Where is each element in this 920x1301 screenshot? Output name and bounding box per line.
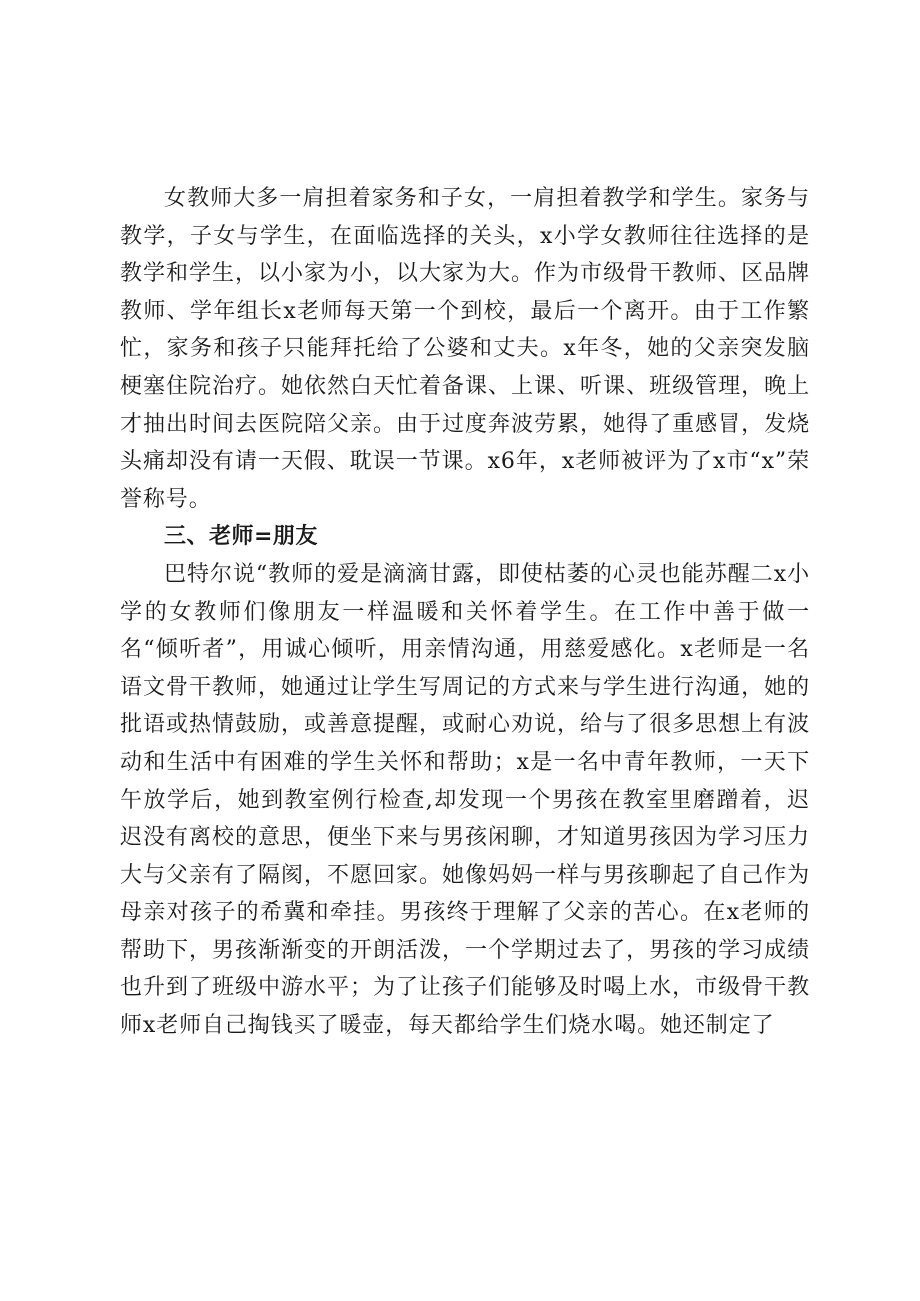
section-heading-teacher-friend: 三、老师=朋友 (164, 524, 318, 550)
paragraph-female-teachers-duty: 女教师大多一肩担着家务和子女，一肩担着教学和学生。家务与教学，子女与学生，在面临选择的关头，x小学女教师往往选择的是教学和学生，以小家为小，以大家为大。作为市级骨干教师、区品牌教师、学年组长x老师每天第一个到校，最后一个离开。由于工作繁忙，家务和孩子只能拜托给了公婆和丈夫。x年冬，她的父亲突发脑梗塞住院治疗。她依然白天忙着备课、上课、听课、班级管理，晚上才抽出时间去医院陪父亲。由于过度奔波劳累，她得了重感冒，发烧头痛却没有请一天假、耽误一节课。x6年，x老师被评为了x市“x”荣誉称号。 (120, 186, 810, 512)
paragraph-teachers-as-friends: 巴特尔说“教师的爱是滴滴甘露，即使枯萎的心灵也能苏醒二x小学的女教师们像朋友一样温暖和关怀着学生。在工作中善于做一名“倾听者”，用诚心倾听，用亲情沟通，用慈爱感化。x老师是一名语文骨干教师，她通过让学生写周记的方式来与学生进行沟通，她的批语或热情鼓励，或善意提醒，或耐心劝说，给与了很多思想上有波动和生活中有困难的学生关怀和帮助；x是一名中青年教师，一天下午放学后，她到教室例行检查,却发现一个男孩在教室里磨蹭着，迟迟没有离校的意思，便坐下来与男孩闲聊，才知道男孩因为学习压力大与父亲有了隔阂，不愿回家。她像妈妈一样与男孩聊起了自己作为母亲对孩子的希冀和牵挂。男孩终于理解了父亲的苦心。在x老师的帮助下，男孩渐渐变的开朗活泼，一个学期过去了，男孩的学习成绩也升到了班级中游水平；为了让孩子们能够及时喝上水，市级骨干教师x老师自己掏钱买了暖壶，每天都给学生们烧水喝。她还制定了 (120, 561, 810, 1039)
document-body (120, 180, 810, 1045)
